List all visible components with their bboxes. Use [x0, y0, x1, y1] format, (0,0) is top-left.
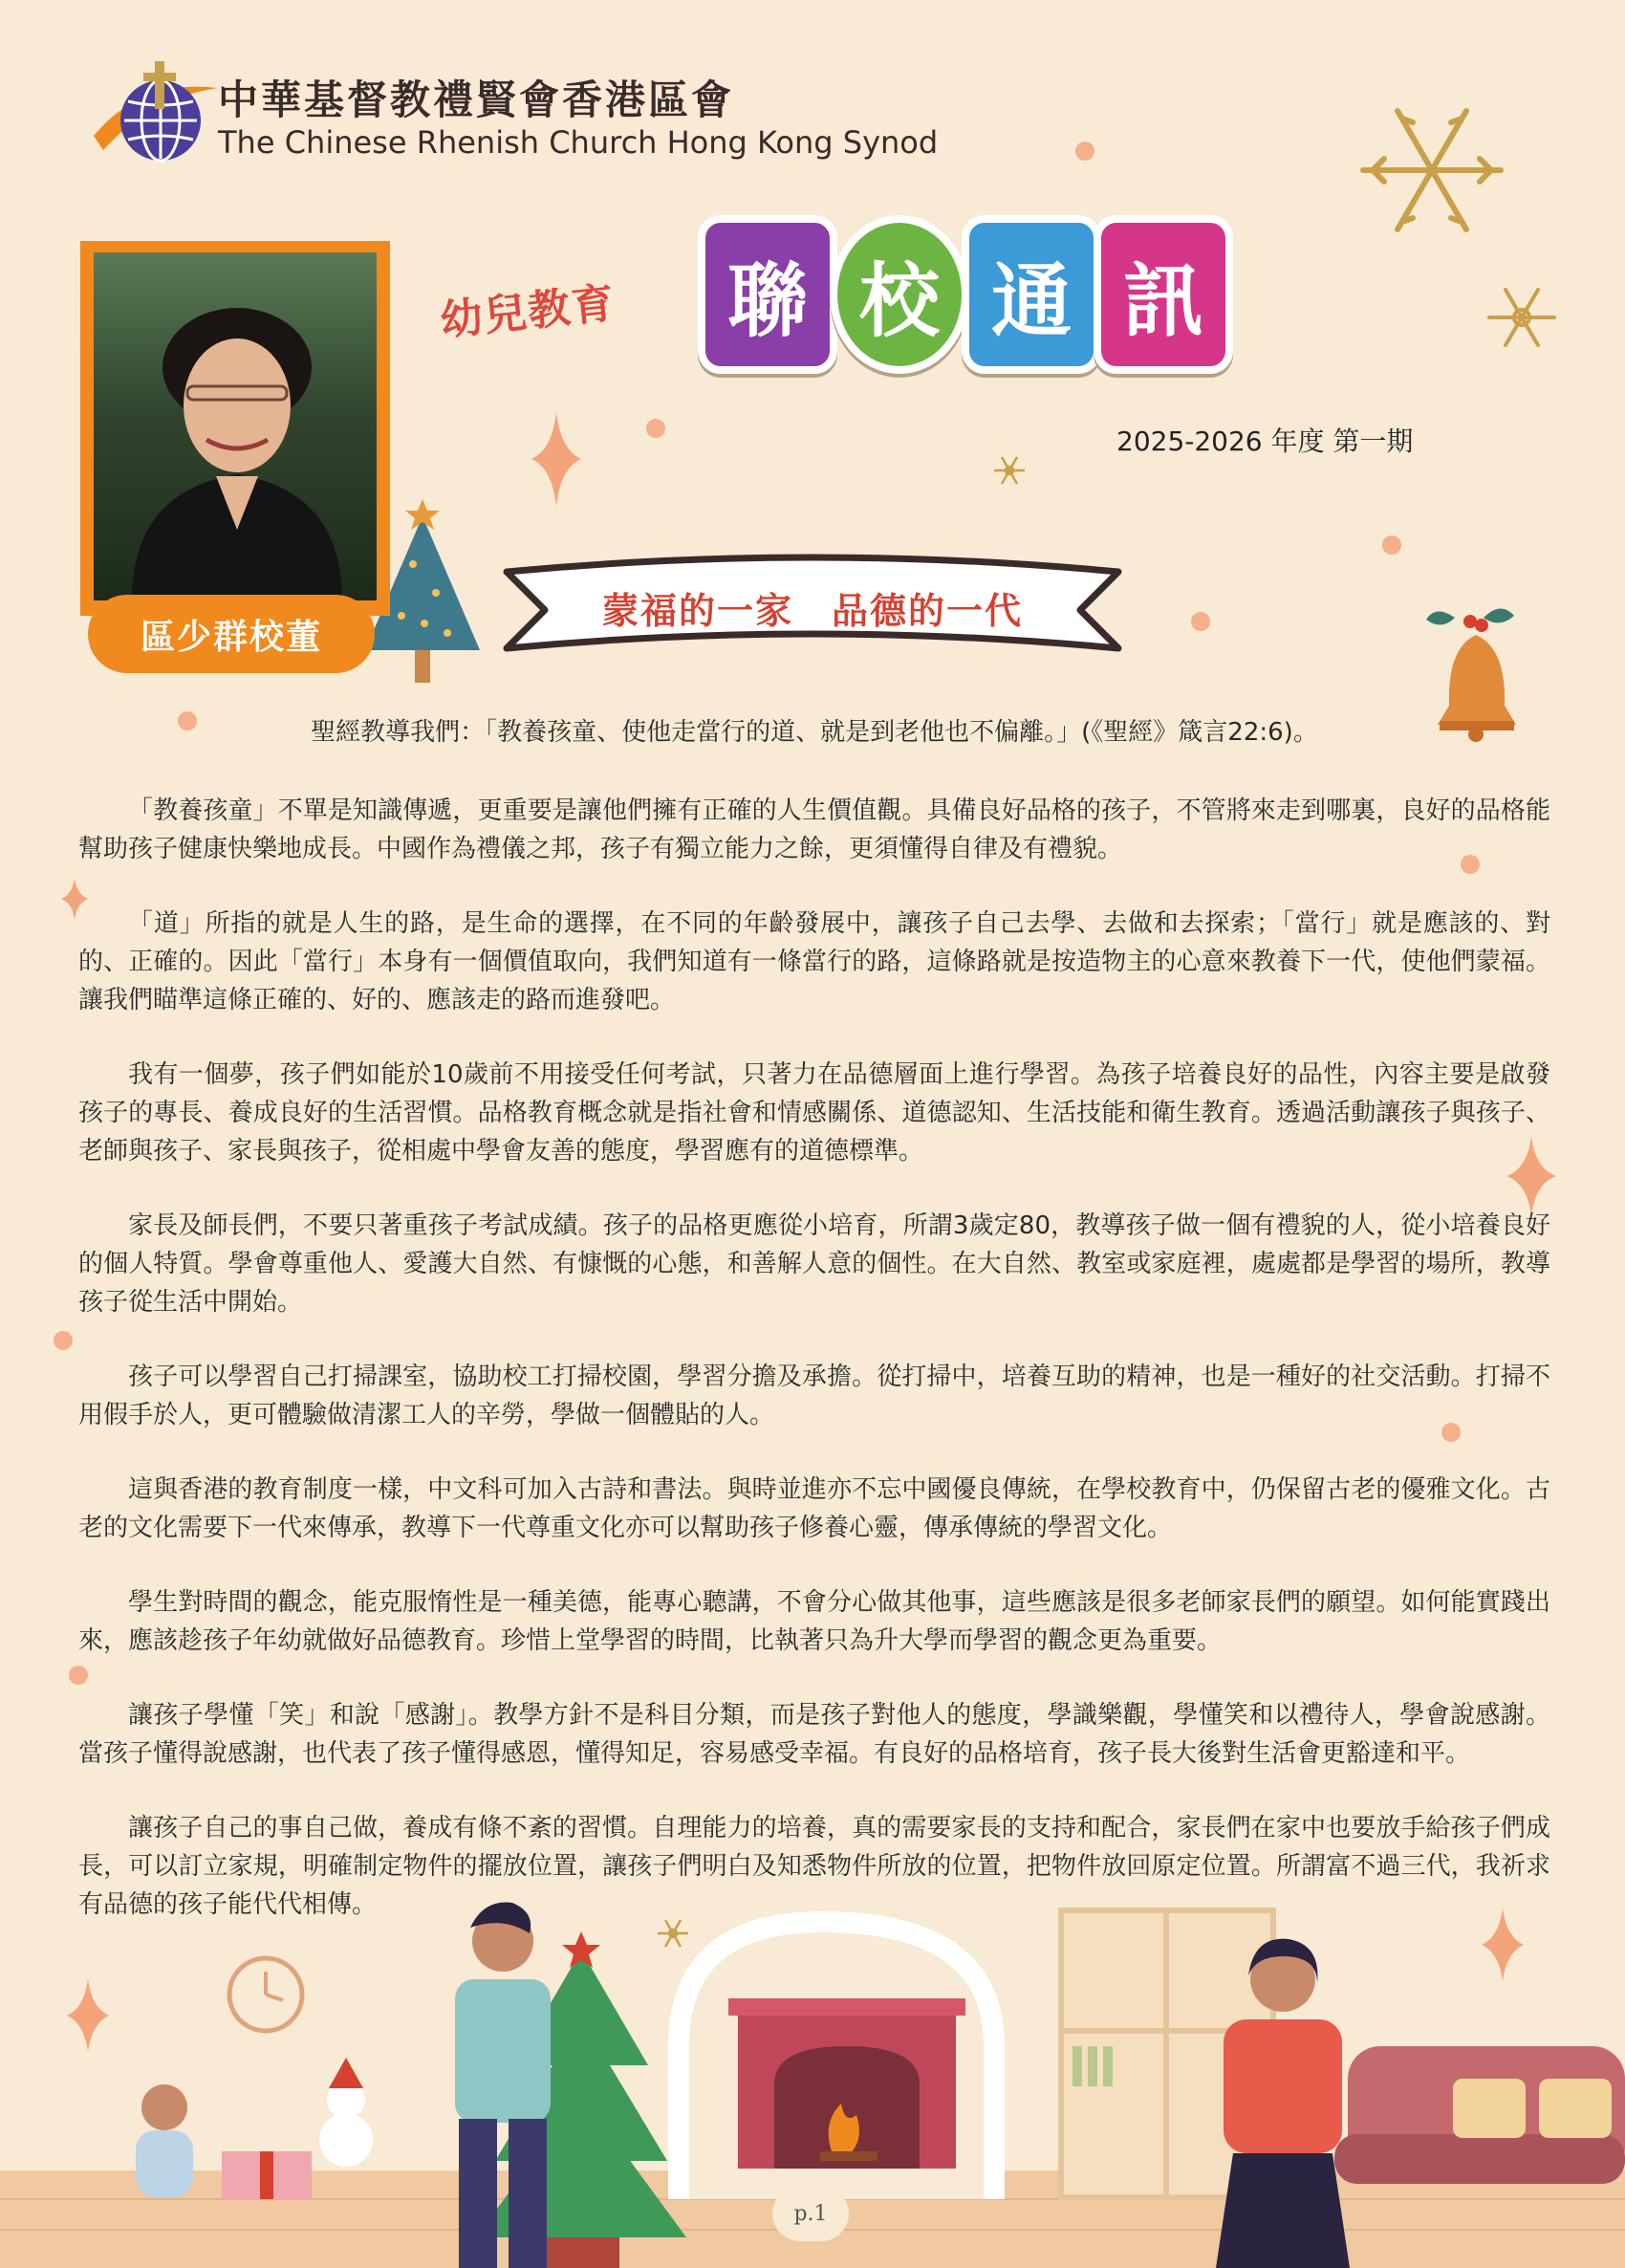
motto-banner [497, 553, 1128, 677]
article-paragraph: 家長及師長們，不要只著重孩子考試成績。孩子的品格更應從小培育，所謂3歲定80，教導孩子做一個有禮貌的人，從小培養良好的個人特質。學會尊重他人、愛護大自然、有慷慨的心態，和善解人意的個性。在大自然、教室或家庭裡，處處都是學習的場所，教導孩子從生活中開始。 [78, 1211, 1550, 1317]
author-photo [94, 252, 377, 600]
baby-figure [136, 2084, 193, 2197]
clock-icon [229, 1958, 302, 2031]
page-number: p.1 [772, 2186, 849, 2241]
issue-label: 2025-2026 年度 第一期 [1116, 425, 1414, 457]
article-paragraph: 聖經教導我們：「教養孩童、使他走當行的道、就是到老他也不偏離。」(《聖經》箴言22:6)。 [311, 718, 1318, 747]
newsletter-title [698, 215, 1233, 378]
title-char: 校 [830, 215, 969, 374]
dot-decoration [1382, 535, 1401, 555]
sparkle-icon [531, 411, 581, 507]
snowman [319, 2058, 373, 2167]
article-body [78, 713, 1550, 1960]
sparkle-icon [67, 1979, 109, 2052]
gift-box [222, 2151, 312, 2199]
snowflake-icon [994, 457, 1025, 484]
title-char: 聯 [698, 215, 837, 374]
article-paragraph: 孩子可以學習自己打掃課室，協助校工打掃校園，學習分擔及承擔。從打掃中，培養互助的精神，也是一種好的社交活動。打掃不用假手於人，更可體驗做清潔工人的辛勞，學做一個體貼的人。 [78, 1363, 1550, 1429]
organization-name-zh: 中華基督教禮賢會香港區會 [218, 76, 735, 123]
article-paragraph: 我有一個夢，孩子們如能於10歲前不用接受任何考試，只著力在品德層面上進行學習。為孩子培養良好的品性，內容主要是啟發孩子的專長、養成良好的生活習慣。品格教育概念就是指社會和情感關係、道德認知、生活技能和衛生教育。透過活動讓孩子與孩子、老師與孩子、家長與孩子，從相處中學會友善的態度，學習應有的道德標準。 [78, 1060, 1550, 1166]
article-paragraph: 這與香港的教育制度一樣，中文科可加入古詩和書法。與時並進亦不忘中國優良傳統，在學校教育中，仍保留古老的優雅文化。古老的文化需要下一代來傳承，教導下一代尊重文化亦可以幫助孩子修養心靈，傳承傳統的學習文化。 [78, 1475, 1550, 1542]
snowflake-icon [1363, 111, 1501, 229]
dot-decoration [1191, 612, 1210, 631]
article-paragraph: 「道」所指的就是人生的路，是生命的選擇，在不同的年齡發展中，讓孩子自己去學、去做和去探索；「當行」就是應該的、對的、正確的。因此「當行」本身有一個價值取向，我們知道有一條當行的路，這條路就是按造物主的心意來教養下一代，使他們蒙福。讓我們瞄準這條正確的、好的、應該走的路而進發吧。 [78, 909, 1550, 1014]
church-logo-icon [84, 59, 223, 169]
article-paragraph: 讓孩子學懂「笑」和說「感謝」。教學方針不是科目分類，而是孩子對他人的態度，學識樂觀，學懂笑和以禮待人，學會說感謝。當孩子懂得說感謝，也代表了孩子懂得感恩，懂得知足，容易感受幸福。有良好的品格培育，孩子長大後對生活會更豁達和平。 [78, 1701, 1550, 1768]
dot-decoration [646, 419, 665, 438]
title-char: 通 [962, 215, 1101, 374]
snowflake-icon [1489, 290, 1554, 345]
organization-name-en: The Chinese Rhenish Church Hong Kong Synod [218, 124, 939, 161]
motto-text: 蒙福的一家 品德的一代 [601, 590, 1023, 632]
organization-logo [84, 59, 944, 174]
section-label: 幼兒教育 [438, 278, 618, 346]
title-char: 訊 [1094, 215, 1233, 374]
dot-decoration [1075, 142, 1094, 161]
article-paragraph: 「教養孩童」不單是知識傳遞，更重要是讓他們擁有正確的人生價值觀。具備良好品格的孩子，不管將來走到哪裏，良好的品格能幫助孩子健康快樂地成長。中國作為禮儀之邦，孩子有獨立能力之餘，更須懂得自律及有禮貌。 [78, 796, 1550, 863]
author-name-badge: 區少群校董 [88, 595, 375, 673]
dot-decoration [54, 1331, 73, 1350]
article-paragraph: 學生對時間的觀念，能克服惰性是一種美德，能專心聽講，不會分心做其他事，這些應該是很多老師家長們的願望。如何能實踐出來，應該趁孩子年幼就做好品德教育。珍惜上堂學習的時間，比執著只為升大學而學習的觀念更為重要。 [78, 1588, 1550, 1655]
article-paragraph: 讓孩子自己的事自己做，養成有條不紊的習慣。自理能力的培養，真的需要家長的支持和配合，家長們在家中也要放手給孩子們成長，可以訂立家規，明確制定物件的擺放位置，讓孩子們明白及知悉物件所放的位置，把物件放回原定位置。所謂富不過三代，我祈求有品德的孩子能代代相傳。 [78, 1814, 1550, 1919]
